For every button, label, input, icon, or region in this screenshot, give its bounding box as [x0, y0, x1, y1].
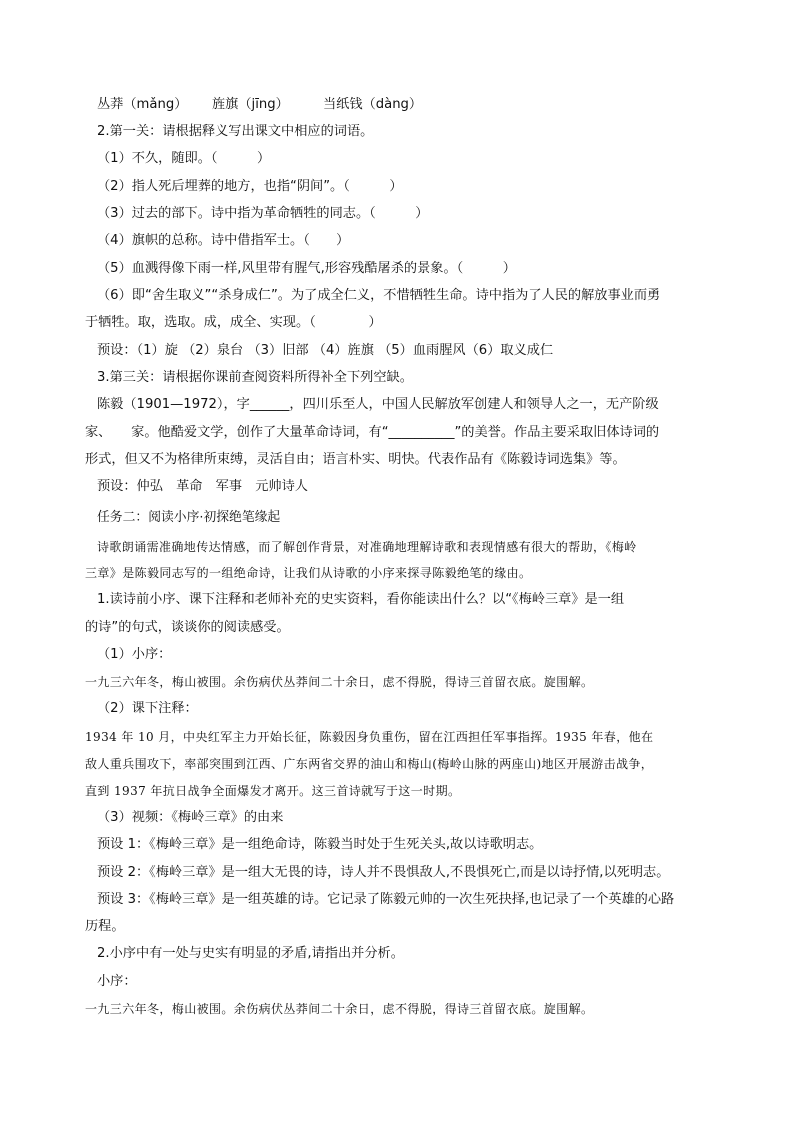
section3-line1: 陈毅（1901—1972），字______，四川乐至人，中国人民解放军创建人和领导人之一，无产阶级 [97, 397, 659, 412]
preface-label-2: 小序： [97, 974, 137, 989]
task2-intro-line1: 诗歌朗诵需准确地传达情感，而了解创作背景，对准确地理解诗歌和表现情感有很大的帮助，《梅岭 [97, 540, 637, 554]
section3-answer: 预设：仲弘 革命 军事 元帅诗人 [97, 479, 308, 494]
section1-title: 2.第一关：请根据释义写出课文中相应的词语。 [97, 124, 374, 139]
preface-text-2: 一九三六年冬，梅山被围。余伤病伏丛莽间二十余日，虑不得脱，得诗三首留衣底。旋围解。 [85, 1002, 594, 1016]
footnote-label: （2）课下注释： [97, 701, 198, 716]
footnote-line3: 直到 1937 年抗日战争全面爆发才离开。这三首诗就写于这一时期。 [85, 784, 461, 798]
section1-item-2: （2）指人死后埋葬的地方，也指“阴间”。（ ） [97, 179, 403, 194]
task2-q1-line1: 1.读诗前小序、课下注释和老师补充的史实资料，看你能读出什么？以“《梅岭三章》是一组 [97, 592, 625, 607]
section1-item-4: （4）旗帜的总称。诗中借指军士。（ ） [97, 233, 350, 248]
section1-item-6-line1: （6）即“舍生取义”“杀身成仁”。为了成全仁义，不惜牺牲生命。诗中指为了人民的解放事业而勇 [97, 288, 661, 303]
section1-item-3: （3）过去的部下。诗中指为革命牺牲的同志。（ ） [97, 206, 429, 221]
answer-3-line1: 预设 3：《梅岭三章》是一组英雄的诗。它记录了陈毅元帅的一次生死抉择,也记录了一个英雄的心路 [97, 892, 675, 907]
task2-title: 任务二：阅读小序·初探绝笔缘起 [97, 510, 281, 525]
video-label: （3）视频：《梅岭三章》的由来 [97, 810, 284, 825]
task2-q2: 2.小序中有一处与史实有明显的矛盾,请指出并分析。 [97, 946, 404, 961]
footnote-line1: 1934 年 10 月，中央红军主力开始长征，陈毅因身负重伤，留在江西担任军事指挥。1935 年春，他在 [85, 730, 654, 744]
pinyin-line [97, 95, 423, 115]
pinyin-word-2: 旌旗（jīng） [212, 97, 289, 112]
section1-item-1: （1）不久，随即。（ ） [97, 151, 271, 166]
section1-item-6-line2: 于牺牲。取，选取。成，成全、实现。（ ） [85, 315, 382, 330]
section3-title: 3.第三关：请根据你课前查阅资料所得补全下列空缺。 [97, 370, 413, 385]
pinyin-word-1: 丛莽（mǎng） [97, 97, 188, 112]
answer-1: 预设 1：《梅岭三章》是一组绝命诗，陈毅当时处于生死关头,故以诗歌明志。 [97, 837, 543, 852]
footnote-line2: 敌人重兵围攻下，率部突围到江西、广东两省交界的油山和梅山(梅岭山脉的两座山)地区开展游击战争， [85, 757, 654, 771]
preface-label: （1）小序： [97, 647, 172, 662]
task2-intro-line2: 三章》是陈毅同志写的一组绝命诗，让我们从诗歌的小序来探寻陈毅绝笔的缘由。 [85, 566, 532, 580]
task2-q1-line2: 的诗”的句式，谈谈你的阅读感受。 [85, 620, 290, 635]
preface-text: 一九三六年冬，梅山被围。余伤病伏丛莽间二十余日，虑不得脱，得诗三首留衣底。旋围解。 [85, 675, 594, 689]
section1-answer: 预设：（1）旋 （2）泉台 （3）旧部 （4）旌旗 （5）血雨腥风（6）取义成仁 [97, 343, 554, 358]
answer-3-line2: 历程。 [85, 919, 125, 934]
pinyin-word-3: 当纸钱（dàng） [323, 97, 423, 112]
section3-line3: 形式，但又不为格律所束缚，灵活自由；语言朴实、明快。代表作品有《陈毅诗词选集》等。 [85, 452, 626, 467]
section1-item-5: （5）血溅得像下雨一样,风里带有腥气,形容残酷屠杀的景象。（ ） [97, 261, 516, 276]
answer-2: 预设 2：《梅岭三章》是一组大无畏的诗，诗人并不畏惧敌人,不畏惧死亡,而是以诗抒情,以死明志。 [97, 865, 670, 880]
section3-line2: 家、 家。他酷爱文学，创作了大量革命诗词，有“__________”的美誉。作品主要采取旧体诗词的 [85, 425, 660, 440]
